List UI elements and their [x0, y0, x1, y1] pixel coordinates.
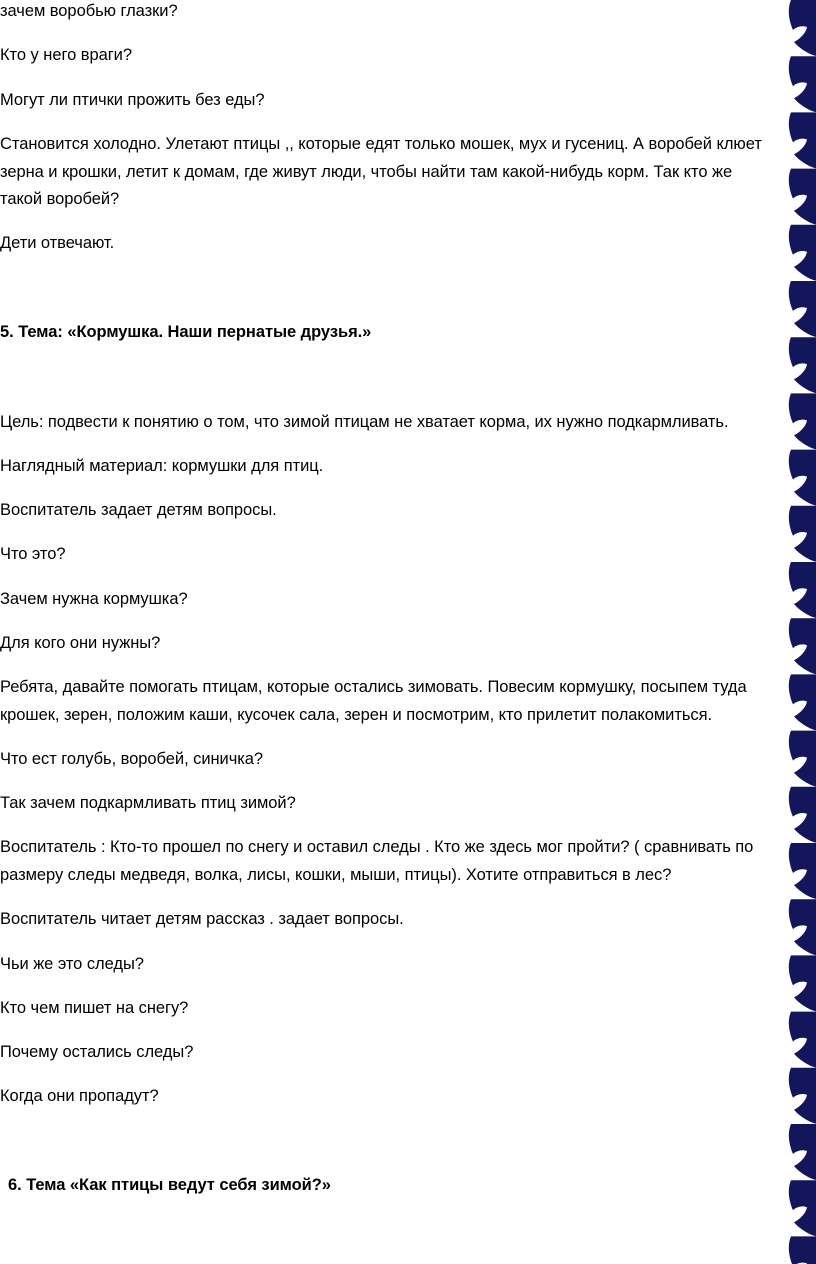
swirl-segment	[789, 1236, 816, 1264]
swirl-segment	[789, 112, 816, 168]
paragraph-line: Так зачем подкармливать птиц зимой?	[0, 794, 296, 812]
swirl-segment	[789, 225, 816, 281]
paragraph-line: Ребята, давайте помогать птицам, которые остались зимовать. Повесим кормушку, посыпем туда	[0, 678, 747, 696]
swirl-segment	[789, 899, 816, 955]
paragraph-line: Зачем нужна кормушка?	[0, 590, 188, 608]
paragraph-line: Почему остались следы?	[0, 1043, 194, 1061]
paragraph-line: Дети отвечают.	[0, 234, 115, 252]
swirl-segment	[789, 337, 816, 393]
swirl-segment	[789, 56, 816, 112]
paragraph-line: Воспитатель читает детям рассказ . задает вопросы.	[0, 910, 404, 928]
paragraph-line: Воспитатель : Кто-то прошел по снегу и оставил следы . Кто же здесь мог пройти? ( сравнивать по	[0, 838, 754, 856]
swirl-segment	[789, 169, 816, 225]
section-heading: 6. Тема «Как птицы ведут себя зимой?»	[8, 1176, 331, 1194]
swirl-segment	[789, 506, 816, 562]
paragraph-line: Кто у него враги?	[0, 46, 132, 64]
paragraph-line: Воспитатель задает детям вопросы.	[0, 501, 277, 519]
section-heading: 5. Тема: «Кормушка. Наши пернатые друзья.»	[0, 323, 372, 341]
swirl-segment	[789, 281, 816, 337]
paragraph-line: Что это?	[0, 545, 66, 563]
swirl-segment	[789, 618, 816, 674]
paragraph-line: Могут ли птички прожить без еды?	[0, 91, 265, 109]
paragraph-line: Чьи же это следы?	[0, 955, 144, 973]
paragraph-line: размеру следы медведя, волка, лисы, кошки, мыши, птицы). Хотите отправиться в лес?	[0, 866, 672, 884]
swirl-segment	[789, 1068, 816, 1124]
swirl-segment	[789, 843, 816, 899]
swirl-segment	[789, 1012, 816, 1068]
paragraph-line: зерна и крошки, летит к домам, где живут люди, чтобы найти там какой-нибудь корм. Так кто же	[0, 163, 733, 181]
swirl-segment	[789, 0, 816, 56]
swirl-segment	[789, 674, 816, 730]
paragraph-line: Наглядный материал: кормушки для птиц.	[0, 457, 324, 475]
swirl-segment	[789, 562, 816, 618]
paragraph-line: Цель: подвести к понятию о том, что зимой птицам не хватает корма, их нужно подкармливать.	[0, 413, 729, 431]
paragraph-line: зачем воробью глазки?	[0, 2, 178, 20]
swirl-segment	[789, 1180, 816, 1236]
swirl-segment	[789, 731, 816, 787]
swirl-segment	[789, 450, 816, 506]
paragraph-line: Когда они пропадут?	[0, 1087, 159, 1105]
swirl-segment	[789, 955, 816, 1011]
paragraph-line: Становится холодно. Улетают птицы ,, которые едят только мошек, мух и гусениц. А воробей клюет	[0, 135, 762, 153]
paragraph-line: такой воробей?	[0, 190, 120, 208]
swirl-segment	[789, 787, 816, 843]
paragraph-line: крошек, зерен, положим каши, кусочек сала, зерен и посмотрим, кто прилетит полакомиться.	[0, 706, 713, 724]
paragraph-line: Кто чем пишет на снегу?	[0, 999, 189, 1017]
paragraph-line: Для кого они нужны?	[0, 634, 161, 652]
swirl-segment	[789, 393, 816, 449]
swirl-segment	[789, 1124, 816, 1180]
swirl-border-ornament-icon	[786, 0, 816, 1264]
paragraph-line: Что ест голубь, воробей, синичка?	[0, 750, 264, 768]
